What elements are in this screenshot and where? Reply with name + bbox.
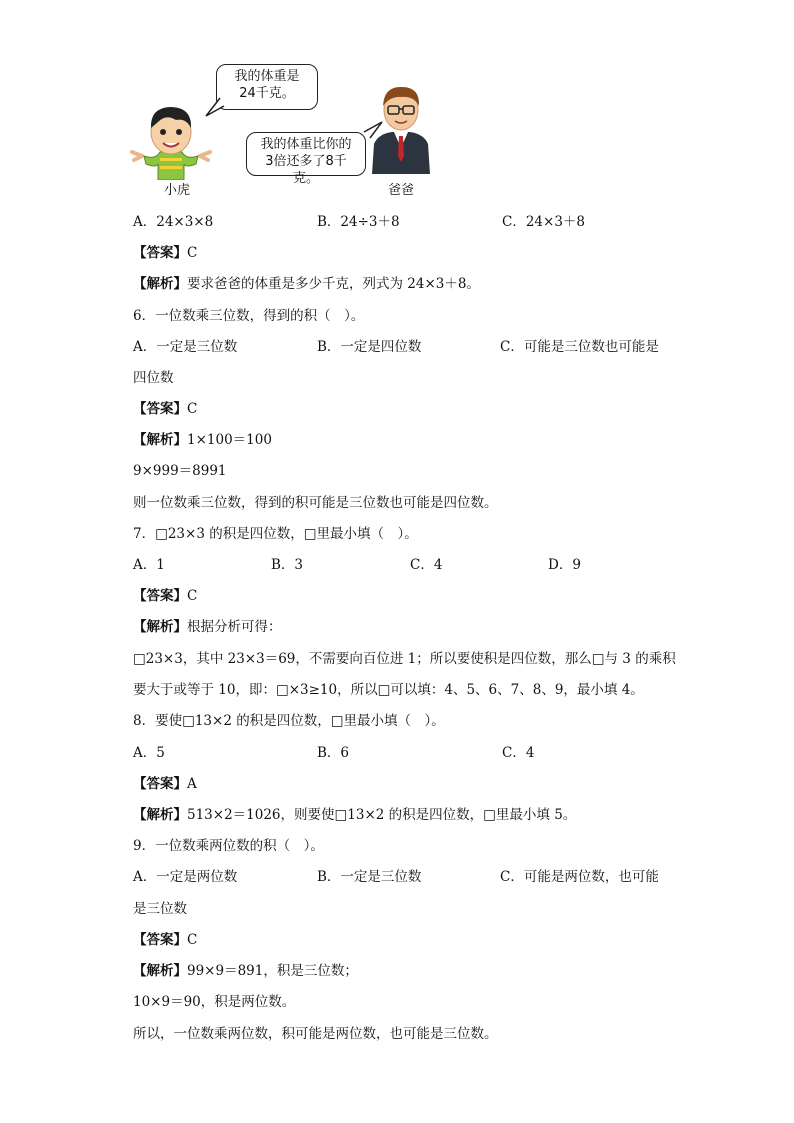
- q8-option-c: C．4: [502, 745, 535, 761]
- q7-answer: [133, 587, 197, 605]
- q5-option-a: A．24×3×8: [133, 214, 214, 230]
- q9-answer: [133, 931, 197, 949]
- q5-answer-value: C: [187, 245, 198, 261]
- q5-analysis-text: 要求爸爸的体重是多少千克，列式为 24×3＋8。: [187, 276, 480, 292]
- q8-answer: [133, 775, 197, 793]
- q7-analysis: [133, 618, 282, 636]
- q9-answer-value: C: [187, 932, 198, 948]
- analysis-tag: 【解析】: [133, 619, 187, 635]
- q6-analysis: [133, 431, 272, 449]
- q7-option-d: D．9: [548, 557, 581, 573]
- q5-analysis: [133, 275, 480, 293]
- q6-analysis-line-1: 1×100＝100: [187, 432, 272, 448]
- q9-option-b: B．一定是三位数: [317, 869, 422, 885]
- analysis-tag: 【解析】: [133, 276, 187, 292]
- q5-option-c: C．24×3＋8: [502, 214, 585, 230]
- dad-figure-icon: [368, 82, 434, 174]
- q7-option-b: B．3: [271, 557, 304, 573]
- q8-answer-value: A: [187, 776, 197, 792]
- weight-illustration: [128, 60, 438, 200]
- q9-option-c: C．可能是两位数，也可能: [500, 869, 659, 885]
- q8-question: 8．要使□13×2 的积是四位数，□里最小填（ ）。: [133, 713, 445, 729]
- q7-option-a: A．1: [133, 557, 165, 573]
- dad-bubble-line-1: 我的体重比你的: [260, 137, 352, 152]
- boy-bubble-line-1: 我的体重是: [234, 69, 300, 84]
- q8-option-a: A．5: [133, 745, 165, 761]
- q8-analysis-text: 513×2＝1026，则要使□13×2 的积是四位数，□里最小填 5。: [187, 807, 577, 823]
- boy-bubble-line-2: 24千克。: [239, 86, 295, 101]
- answer-tag: 【答案】: [133, 932, 187, 948]
- boy-name-caption: 小虎: [164, 183, 191, 198]
- q9-option-c-continued: 是三位数: [133, 901, 187, 917]
- q6-option-b: B．一定是四位数: [317, 339, 422, 355]
- q5-option-b: B．24÷3＋8: [317, 214, 400, 230]
- answer-tag: 【答案】: [133, 588, 187, 604]
- dad-speech-bubble: [246, 132, 366, 186]
- q9-question: 9．一位数乘两位数的积（ ）。: [133, 838, 324, 854]
- q5-answer: [133, 244, 197, 262]
- analysis-tag: 【解析】: [133, 807, 187, 823]
- q6-analysis-line-3: 则一位数乘三位数，得到的积可能是三位数也可能是四位数。: [133, 495, 498, 511]
- q7-option-c: C．4: [410, 557, 443, 573]
- q7-question: 7．□23×3 的积是四位数，□里最小填（ ）。: [133, 526, 418, 542]
- q7-analysis-line-1: 根据分析可得：: [187, 619, 282, 635]
- q9-analysis-line-3: 所以，一位数乘两位数，积可能是两位数，也可能是三位数。: [133, 1026, 498, 1042]
- q9-analysis-line-1: 99×9＝891，积是三位数；: [187, 963, 358, 979]
- q6-question: 6．一位数乘三位数，得到的积（ ）。: [133, 308, 365, 324]
- boy-figure-icon: [130, 98, 212, 180]
- q6-answer-value: C: [187, 401, 198, 417]
- q9-analysis-line-2: 10×9＝90，积是两位数。: [133, 994, 296, 1010]
- dad-bubble-line-2: 3倍还多了8千克。: [265, 154, 347, 186]
- q9-analysis: [133, 962, 358, 980]
- analysis-tag: 【解析】: [133, 963, 187, 979]
- q8-option-b: B．6: [317, 745, 350, 761]
- answer-tag: 【答案】: [133, 776, 187, 792]
- dad-name-caption: 爸爸: [388, 183, 415, 198]
- q9-option-a: A．一定是两位数: [133, 869, 238, 885]
- q6-option-a: A．一定是三位数: [133, 339, 238, 355]
- q6-analysis-line-2: 9×999＝8991: [133, 463, 227, 479]
- answer-tag: 【答案】: [133, 401, 187, 417]
- q6-answer: [133, 400, 197, 418]
- q6-option-c-continued: 四位数: [133, 370, 174, 386]
- answer-tag: 【答案】: [133, 245, 187, 261]
- q6-option-c: C．可能是三位数也可能是: [500, 339, 659, 355]
- q7-analysis-line-3: 要大于或等于 10，即：□×3≥10，所以□可以填：4、5、6、7、8、9，最小填 4。: [133, 682, 644, 698]
- q7-answer-value: C: [187, 588, 198, 604]
- analysis-tag: 【解析】: [133, 432, 187, 448]
- q7-analysis-line-2: □23×3，其中 23×3＝69，不需要向百位进 1；所以要使积是四位数，那么□与 3 的乘积: [133, 651, 676, 667]
- q8-analysis: [133, 806, 576, 824]
